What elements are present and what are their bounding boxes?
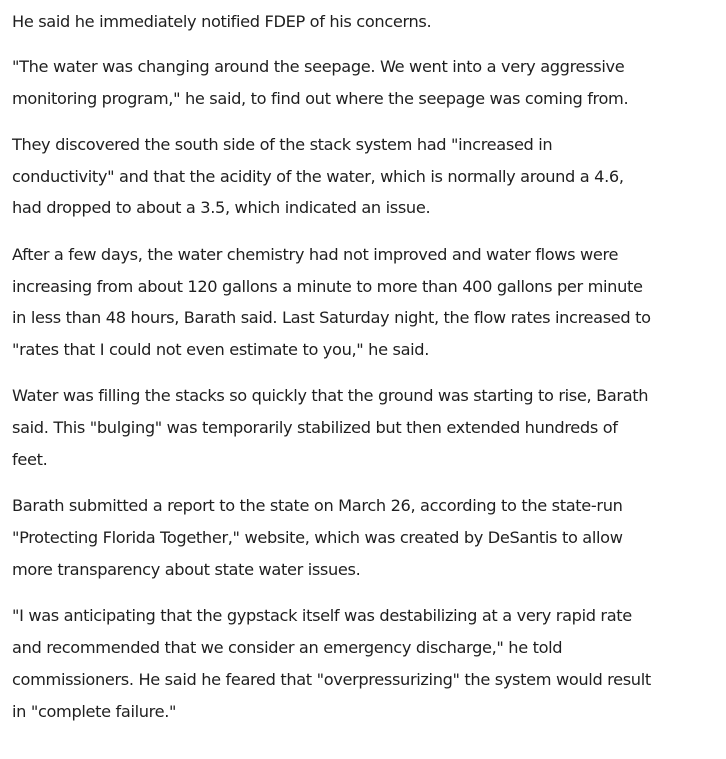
paragraph-water-flows: After a few days, the water chemistry had not improved and water flows were increasing from about 120 gallons a minute to more than 400 gallons per minute in less than 48 hours, Barath said. Last Saturday night, the flow rates increased to "rates that I could not even estimate to you," he said. <box>12 244 651 360</box>
paragraph-monitoring-program: "The water was changing around the seepage. We went into a very aggressive monitoring program," he said, to find out where the seepage was coming from. <box>12 56 629 108</box>
paragraph-state-report: Barath submitted a report to the state on March 26, according to the state-run "Protecting Florida Together," website, which was created by DeSantis to allow more transparency about state water issues. <box>12 496 623 579</box>
paragraph-conductivity: They discovered the south side of the stack system had "increased in conductivity" and that the acidity of the water, which is normally around a 4.6, had dropped to about a 3.5, which indicated an issue. <box>12 134 624 218</box>
paragraph-bulging: Water was filling the stacks so quickly that the ground was starting to rise, Barath said. This "bulging" was temporarily stabilized but then extended hundreds of feet. <box>12 386 649 470</box>
paragraph-fdep-notified: He said he immediately notified FDEP of his concerns. <box>12 12 432 31</box>
paragraph-emergency-discharge: "I was anticipating that the gypstack itself was destabilizing at a very rapid rate and recommended that we consider an emergency discharge," he told commissioners. He said he feared that "overpressurizing" the system would result in "complete failure." <box>12 606 651 721</box>
